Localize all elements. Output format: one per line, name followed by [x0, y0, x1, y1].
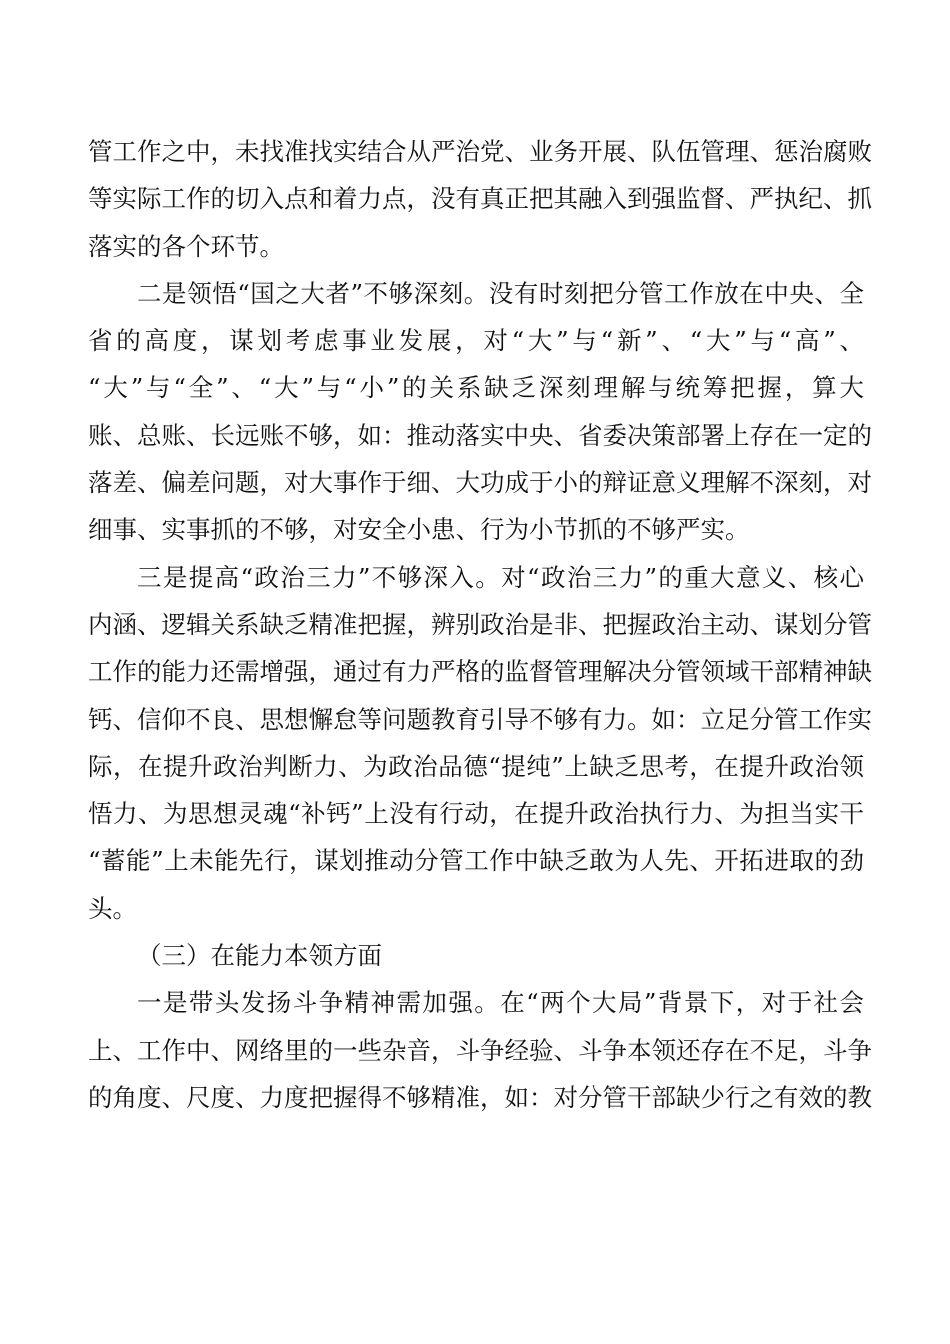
document-page — [88, 128, 872, 1121]
text-line: 内涵、逻辑关系缺乏精准把握，辨别政治是非、把握政治主动、谋划分管 — [88, 609, 872, 639]
paragraph-heading-line: 一是带头发扬斗争精神需加强。在“两个大局”背景下，对于社会 — [137, 988, 864, 1018]
text-line: 落实的各个环节。 — [88, 231, 284, 261]
text-line: 账、总账、长远账不够，如：推动落实中央、省委决策部署上存在一定的 — [88, 420, 872, 450]
text-line: 落差、偏差问题，对大事作于细、大功成于小的辩证意义理解不深刻，对 — [88, 468, 872, 498]
text-line: 等实际工作的切入点和着力点，没有真正把其融入到强监督、严执纪、抓 — [88, 184, 872, 214]
text-line: 省的高度，谋划考虑事业发展，对“大”与“新”、“大”与“高”、 — [88, 326, 864, 356]
text-line: 头。 — [88, 893, 137, 923]
text-line: 悟力、为思想灵魂“补钙”上没有行动，在提升政治执行力、为担当实干 — [88, 799, 864, 829]
paragraph-heading-line: 三是提高“政治三力”不够深入。对“政治三力”的重大意义、核心 — [137, 562, 864, 592]
text-line: 际，在提升政治判断力、为政治品德“提纯”上缺乏思考，在提升政治领 — [88, 751, 864, 781]
text-line: 管工作之中，未找准找实结合从严治党、业务开展、队伍管理、惩治腐败 — [88, 137, 872, 166]
text-line: 钙、信仰不良、思想懈怠等问题教育引导不够有力。如：立足分管工作实 — [88, 704, 872, 734]
paragraph-heading-line: 二是领悟“国之大者”不够深刻。没有时刻把分管工作放在中央、全 — [137, 278, 864, 308]
text-line: 上、工作中、网络里的一些杂音，斗争经验、斗争本领还存在不足，斗争 — [88, 1035, 872, 1065]
text-line: 的角度、尺度、力度把握得不够精准，如：对分管干部缺少行之有效的教 — [88, 1082, 872, 1112]
section-heading: （三）在能力本领方面 — [137, 941, 382, 971]
text-line: 细事、实事抓的不够，对安全小患、行为小节抓的不够严实。 — [88, 515, 750, 545]
text-line: “大”与“全”、“大”与“小”的关系缺乏深刻理解与统筹把握，算大 — [88, 373, 864, 403]
text-line: 工作的能力还需增强，通过有力严格的监督管理解决分管领域干部精神缺 — [88, 657, 872, 687]
text-line: “蓄能”上未能先行，谋划推动分管工作中缺乏敢为人先、开拓进取的劲 — [88, 846, 864, 876]
